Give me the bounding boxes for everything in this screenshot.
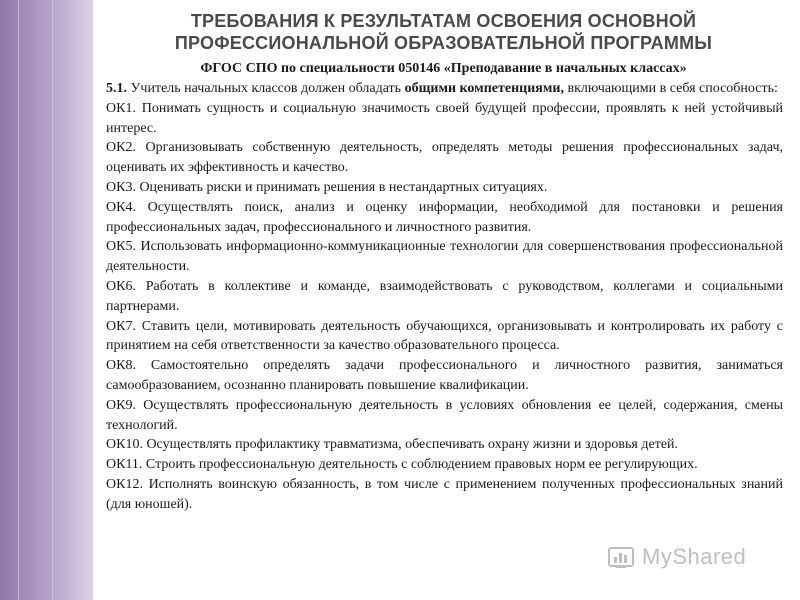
slide-content <box>103 0 784 600</box>
intro-text-before: Учитель начальных классов должен обладать <box>127 81 405 96</box>
competency-ok8: ОК8. Самостоятельно определять задачи профессионального и личностного развития, заниматься самообразованием, осознанно планировать повышение квалификации. <box>106 358 783 393</box>
competency-ok12: ОК12. Исполнять воинскую обязанность, в том числе с применением полученных профессиональных знаний (для юношей). <box>106 476 783 512</box>
competencies-text <box>106 79 783 515</box>
watermark-text: MyShared <box>642 544 747 569</box>
competency-ok6: ОК6. Работать в коллективе и команде, взаимодействовать с руководством, коллегами и социальными партнерами. <box>106 278 783 314</box>
competency-ok4: ОК4. Осуществлять поиск, анализ и оценку информации, необходимой для постановки и решения профессиональных задач, профессионального и личностного развития. <box>106 199 783 235</box>
competency-ok9: ОК9. Осуществлять профессиональную деятельность в условиях обновления ее целей, содержания, смены технологий. <box>106 397 783 433</box>
competency-ok1: ОК1. Понимать сущность и социальную значимость своей будущей профессии, проявлять к ней устойчивый интерес. <box>106 100 783 136</box>
intro-number: 5.1. <box>106 81 127 96</box>
decorative-left-band <box>0 0 93 600</box>
slide-title <box>103 10 784 54</box>
slide-subtitle: ФГОС СПО по специальности 050146 «Преподавание в начальных классах» <box>200 61 687 76</box>
competency-ok11: ОК11. Строить профессиональную деятельность с соблюдением правовых норм ее регулирующих. <box>106 457 698 473</box>
intro-bold-text: общими компетенциями, <box>404 81 564 96</box>
myshared-logo-icon <box>606 542 636 572</box>
competency-ok2: ОК2. Организовывать собственную деятельность, определять методы решения профессиональных задач, оценивать их эффективность и качество. <box>106 140 783 176</box>
intro-paragraph <box>106 79 783 99</box>
competency-ok10: ОК10. Осуществлять профилактику травматизма, обеспечивать охрану жизни и здоровья детей. <box>106 437 679 453</box>
title-line-2: ПРОФЕССИОНАЛЬНОЙ ОБРАЗОВАТЕЛЬНОЙ ПРОГРАММЫ <box>174 33 713 53</box>
myshared-watermark <box>606 539 792 575</box>
competency-ok3: ОК3. Оценивать риски и принимать решения в нестандартных ситуациях. <box>106 179 548 195</box>
competency-ok5: ОК5. Использовать информационно-коммуникационные технологии для совершенствования профессиональной деятельности. <box>106 239 783 275</box>
competency-ok7: ОК7. Ставить цели, мотивировать деятельность обучающихся, организовывать и контролировать их работу с принятием на себя ответственности за качество образовательного процесса. <box>106 318 783 354</box>
title-line-1: ТРЕБОВАНИЯ К РЕЗУЛЬТАТАМ ОСВОЕНИЯ ОСНОВНОЙ <box>190 11 697 31</box>
intro-text-after: включающими в себя способность: <box>563 81 778 96</box>
